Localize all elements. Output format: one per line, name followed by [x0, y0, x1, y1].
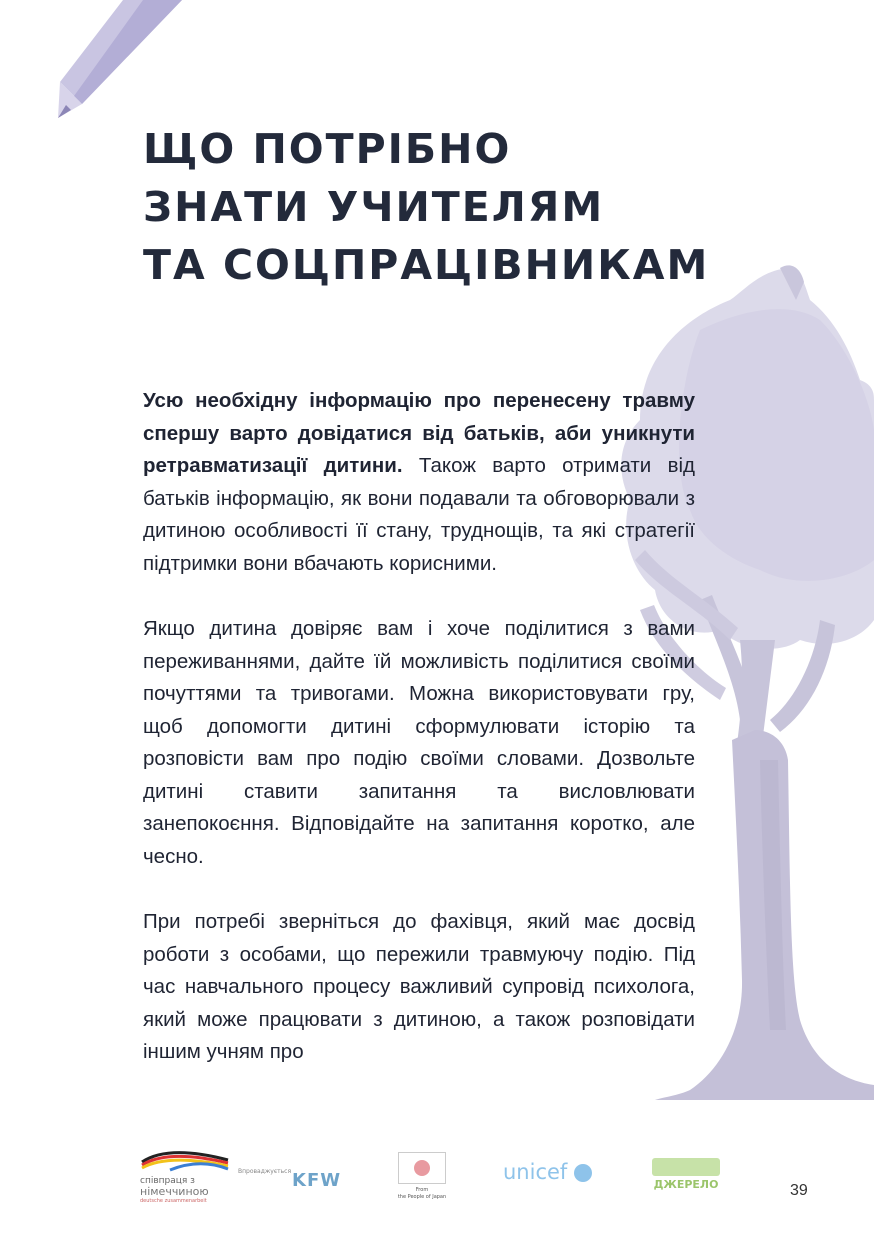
germany-logo-line-2: німеччиною — [140, 1185, 209, 1198]
implemented-by-label: Впроваджується — [238, 1168, 292, 1175]
germany-logo-line-3: deutsche zusammenarbeit — [140, 1198, 207, 1204]
japan-logo — [392, 1152, 452, 1201]
germany-cooperation-logo — [140, 1148, 235, 1206]
page-title — [143, 120, 709, 294]
unicef-wordmark: unicef — [503, 1160, 568, 1184]
paragraph-3: При потребі зверніться до фахівця, який має досвід роботи з особами, що пережили травмуючу подію. Під час навчального процесу важливий супровід психолога, який може працювати з дитиною, а також розповідати іншим учням про — [143, 910, 695, 1063]
body-text — [143, 385, 695, 1102]
paragraph-1-bold: Усю необхідну інформацію про перенесену травму спершу варто довідатися від батьків, аби уникнути ретравматизації дитини. — [143, 389, 695, 477]
flag-swoosh-icon — [140, 1148, 230, 1172]
unicef-logo — [503, 1160, 592, 1184]
paragraph-2: Якщо дитина довіряє вам і хоче поділитися з вами переживаннями, дайте їй можливість поділитися своїми почуттями та тривогами. Можна використовувати гру, щоб допомогти дитині сформулювати історію та розповісти вам про подію своїми словами. Дозвольте дитині ставити запитання та висловлювати занепокоєння. Відповідайте на запитання коротко, але чесно. — [143, 617, 695, 868]
title-line-2: ЗНАТИ УЧИТЕЛЯМ — [143, 183, 605, 231]
dzherelo-figures-icon — [652, 1158, 720, 1176]
unicef-globe-icon — [574, 1164, 592, 1182]
dzherelo-wordmark: ДЖЕРЕЛО — [653, 1178, 719, 1191]
japan-flag-icon — [398, 1152, 446, 1184]
dzherelo-logo — [652, 1158, 720, 1191]
footer-logos — [0, 1148, 874, 1208]
paragraph-1 — [143, 385, 695, 580]
page-number: 39 — [790, 1182, 808, 1199]
japan-logo-line-2: the People of Japan — [397, 1194, 447, 1200]
title-line-1: ЩО ПОТРІБНО — [143, 125, 512, 173]
paragraph-1-rest: Також варто отримати від батьків інформацію, як вони подавали та обговорювали з дитиною особливості її стану, труднощів, та які стратегії підтримки вони вбачають корисними. — [143, 454, 695, 575]
title-line-3: ТА СОЦПРАЦІВНИКАМ — [143, 241, 710, 289]
japan-logo-line-1: From — [415, 1187, 429, 1193]
germany-logo-line-1: співпраця з — [140, 1176, 195, 1186]
kfw-logo: KFW — [292, 1170, 342, 1191]
